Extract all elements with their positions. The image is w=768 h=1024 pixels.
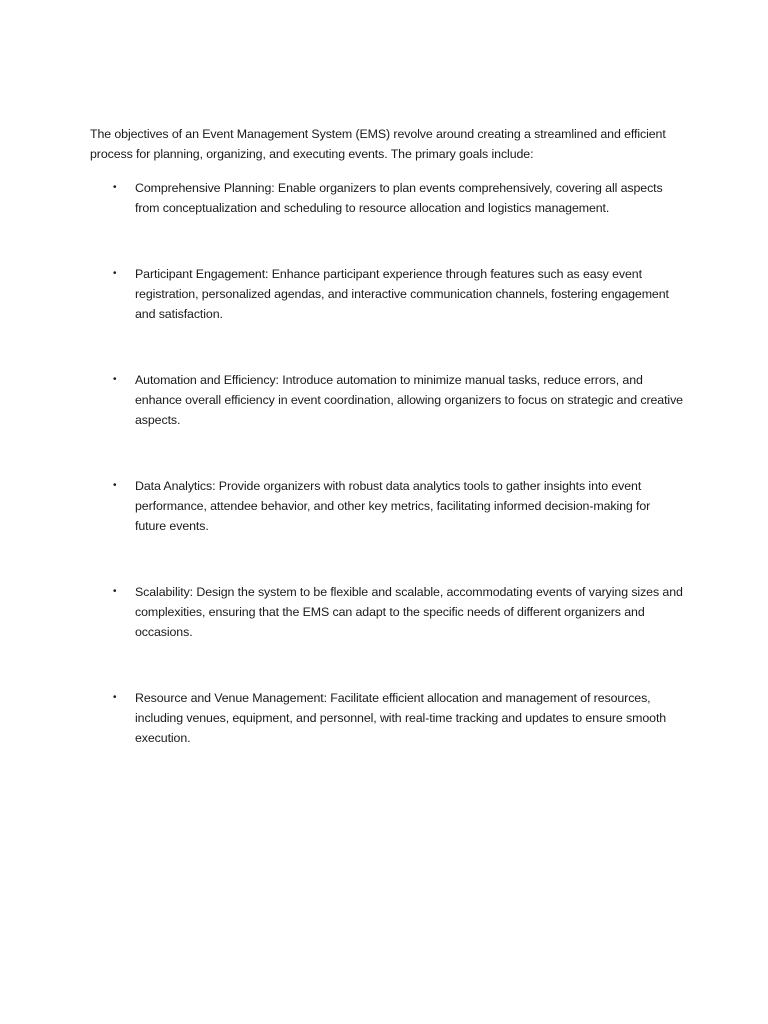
bullet-icon: • [113, 586, 117, 597]
bullet-icon: • [113, 692, 117, 703]
bullet-icon: • [113, 480, 117, 491]
list-item-comprehensive-planning [90, 178, 690, 218]
goals-list [90, 178, 690, 794]
list-item-text: Comprehensive Planning: Enable organizers to plan events comprehensively, covering all aspects from conceptualization and scheduling to resource allocation and logistics management. [135, 181, 663, 215]
bullet-icon: • [113, 374, 117, 385]
list-item-automation-efficiency [90, 370, 690, 430]
list-item-text: Scalability: Design the system to be flexible and scalable, accommodating events of varying sizes and complexities, ensuring that the EMS can adapt to the specific needs of different organizers and occasions. [135, 585, 683, 639]
bullet-icon: • [113, 182, 117, 193]
intro-paragraph: The objectives of an Event Management System (EMS) revolve around creating a streamlined and efficient process for planning, organizing, and executing events. The primary goals include: [90, 127, 666, 161]
bullet-icon: • [113, 268, 117, 279]
list-item-text: Automation and Efficiency: Introduce automation to minimize manual tasks, reduce errors, and enhance overall efficiency in event coordination, allowing organizers to focus on strategic and creative aspects. [135, 373, 683, 427]
list-item-text: Participant Engagement: Enhance participant experience through features such as easy event registration, personalized agendas, and interactive communication channels, fostering engagement and satisfaction. [135, 267, 669, 321]
list-item-resource-venue-management [90, 688, 690, 748]
list-item-text: Data Analytics: Provide organizers with robust data analytics tools to gather insights into event performance, attendee behavior, and other key metrics, facilitating informed decision-making for future events. [135, 479, 651, 533]
list-item-text: Resource and Venue Management: Facilitate efficient allocation and management of resources, including venues, equipment, and personnel, with real-time tracking and updates to ensure smooth execution. [135, 691, 667, 745]
list-item-scalability [90, 582, 690, 642]
list-item-data-analytics [90, 476, 690, 536]
list-item-participant-engagement [90, 264, 690, 324]
